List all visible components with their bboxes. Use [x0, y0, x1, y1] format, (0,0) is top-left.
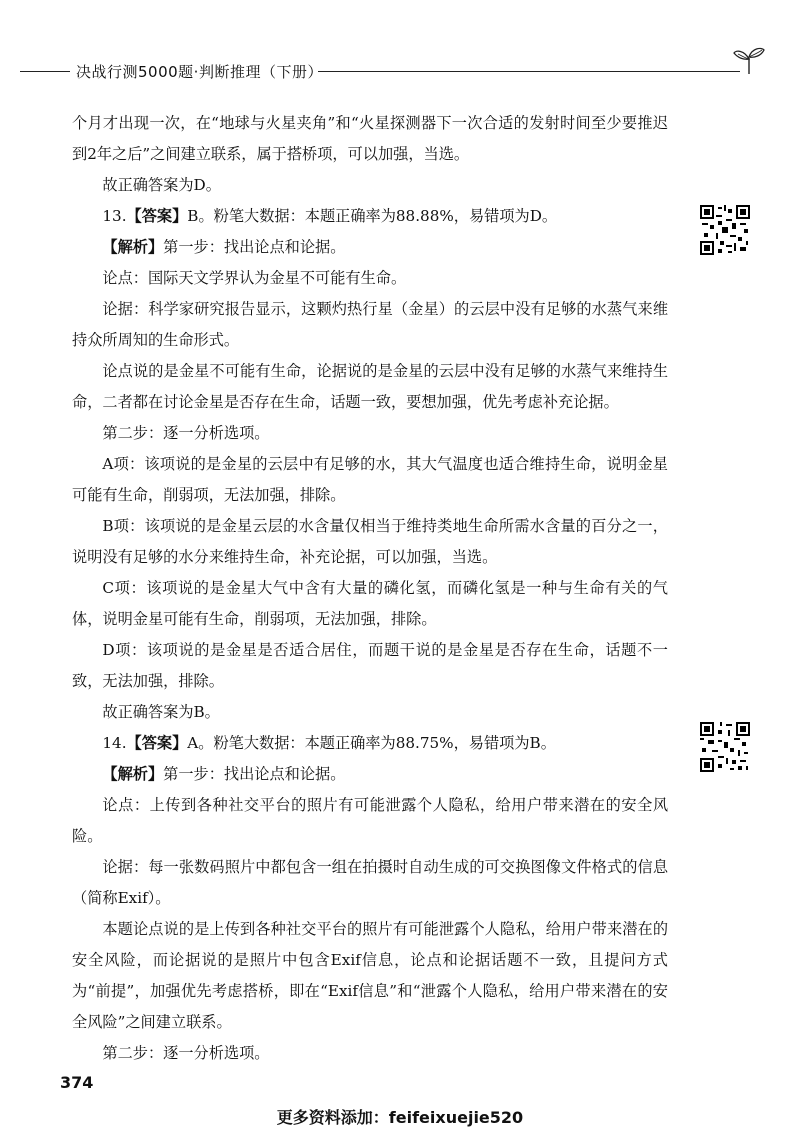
paragraph-text: 个月才出现一次，在“地球与火星夹角”和“火星探测器下一次合适的发射时间至少要推迟到2年之后”之间建立联系，属于搭桥项，可以加强，当选。	[72, 114, 668, 163]
question-number: 13.	[102, 207, 127, 225]
paragraph	[72, 201, 668, 232]
paragraph-text: B。粉笔大数据：本题正确率为88.88%，易错项为D。	[187, 207, 558, 225]
paragraph	[72, 728, 668, 759]
paragraph-text: A项：该项说的是金星的云层中有足够的水，其大气温度也适合维持生命，说明金星可能有生命，削弱项，无法加强，排除。	[72, 455, 668, 504]
paragraph-text: B项：该项说的是金星云层的水含量仅相当于维持类地生命所需水含量的百分之一，说明没有足够的水分来维持生命，补充论据，可以加强，当选。	[72, 517, 668, 566]
paragraph-text: 本题论点说的是上传到各种社交平台的照片有可能泄露个人隐私，给用户带来潜在的安全风险，而论据说的是照片中包含Exif信息，论点和论据话题不一致，且提问方式为“前提”，加强优先考虑搭桥，即在“Exif信息”和“泄露个人隐私，给用户带来潜在的安全风险”之间建立联系。	[72, 920, 668, 1031]
header-rule-left	[20, 71, 70, 72]
paragraph	[72, 170, 668, 201]
paragraph	[72, 449, 668, 511]
page-number: 374	[60, 1073, 94, 1092]
book-title: 决战行测5000题·判断推理（下册）	[76, 63, 323, 81]
paragraph	[72, 852, 668, 914]
section-label: 【解析】	[102, 765, 164, 783]
paragraph	[72, 294, 668, 356]
paragraph-text: 第一步：找出论点和论据。	[163, 238, 346, 256]
paragraph-text: C项：该项说的是金星大气中含有大量的磷化氢，而磷化氢是一种与生命有关的气体，说明金星可能有生命，削弱项，无法加强，排除。	[72, 579, 668, 628]
paragraph	[72, 511, 668, 573]
paragraph	[72, 232, 668, 263]
paragraph-text: 第二步：逐一分析选项。	[102, 424, 270, 442]
qr-code-icon[interactable]	[700, 722, 750, 772]
paragraph	[72, 263, 668, 294]
section-label: 【答案】	[126, 207, 188, 225]
paragraph	[72, 914, 668, 1038]
paragraph-text: 论点：上传到各种社交平台的照片有可能泄露个人隐私，给用户带来潜在的安全风险。	[72, 796, 668, 845]
qr-code-icon[interactable]	[700, 205, 750, 255]
paragraph	[72, 759, 668, 790]
paragraph-text: 论点说的是金星不可能有生命，论据说的是金星的云层中没有足够的水蒸气来维持生命，二者都在讨论金星是否存在生命，话题一致，要想加强，优先考虑补充论据。	[72, 362, 668, 411]
paragraph	[72, 356, 668, 418]
paragraph-text: 论据：每一张数码照片中都包含一组在拍摄时自动生成的可交换图像文件格式的信息（简称Exif）。	[72, 858, 668, 907]
sprout-icon	[732, 46, 766, 76]
paragraph	[72, 573, 668, 635]
paragraph-text: 第二步：逐一分析选项。	[102, 1044, 270, 1062]
question-number: 14.	[102, 734, 127, 752]
paragraph-text: 第一步：找出论点和论据。	[163, 765, 346, 783]
paragraph	[72, 418, 668, 449]
header-rule-right	[318, 71, 740, 72]
footer-note: 更多资料添加：feifeixuejie520	[276, 1108, 524, 1127]
section-label: 【答案】	[126, 734, 188, 752]
paragraph	[72, 1038, 668, 1069]
paragraph	[72, 635, 668, 697]
paragraph-text: 论据：科学家研究报告显示，这颗灼热行星（金星）的云层中没有足够的水蒸气来维持众所周知的生命形式。	[72, 300, 668, 349]
answer-explanation-body	[72, 108, 668, 1069]
section-label: 【解析】	[102, 238, 164, 256]
running-header	[20, 56, 760, 86]
paragraph-text: A。粉笔大数据：本题正确率为88.75%，易错项为B。	[187, 734, 556, 752]
paragraph	[72, 697, 668, 728]
paragraph	[72, 790, 668, 852]
paragraph-text: 论点：国际天文学界认为金星不可能有生命。	[102, 269, 407, 287]
paragraph	[72, 108, 668, 170]
paragraph-text: 故正确答案为B。	[102, 703, 220, 721]
paragraph-text: 故正确答案为D。	[102, 176, 221, 194]
paragraph-text: D项：该项说的是金星是否适合居住，而题干说的是金星是否存在生命，话题不一致，无法加强，排除。	[72, 641, 668, 690]
